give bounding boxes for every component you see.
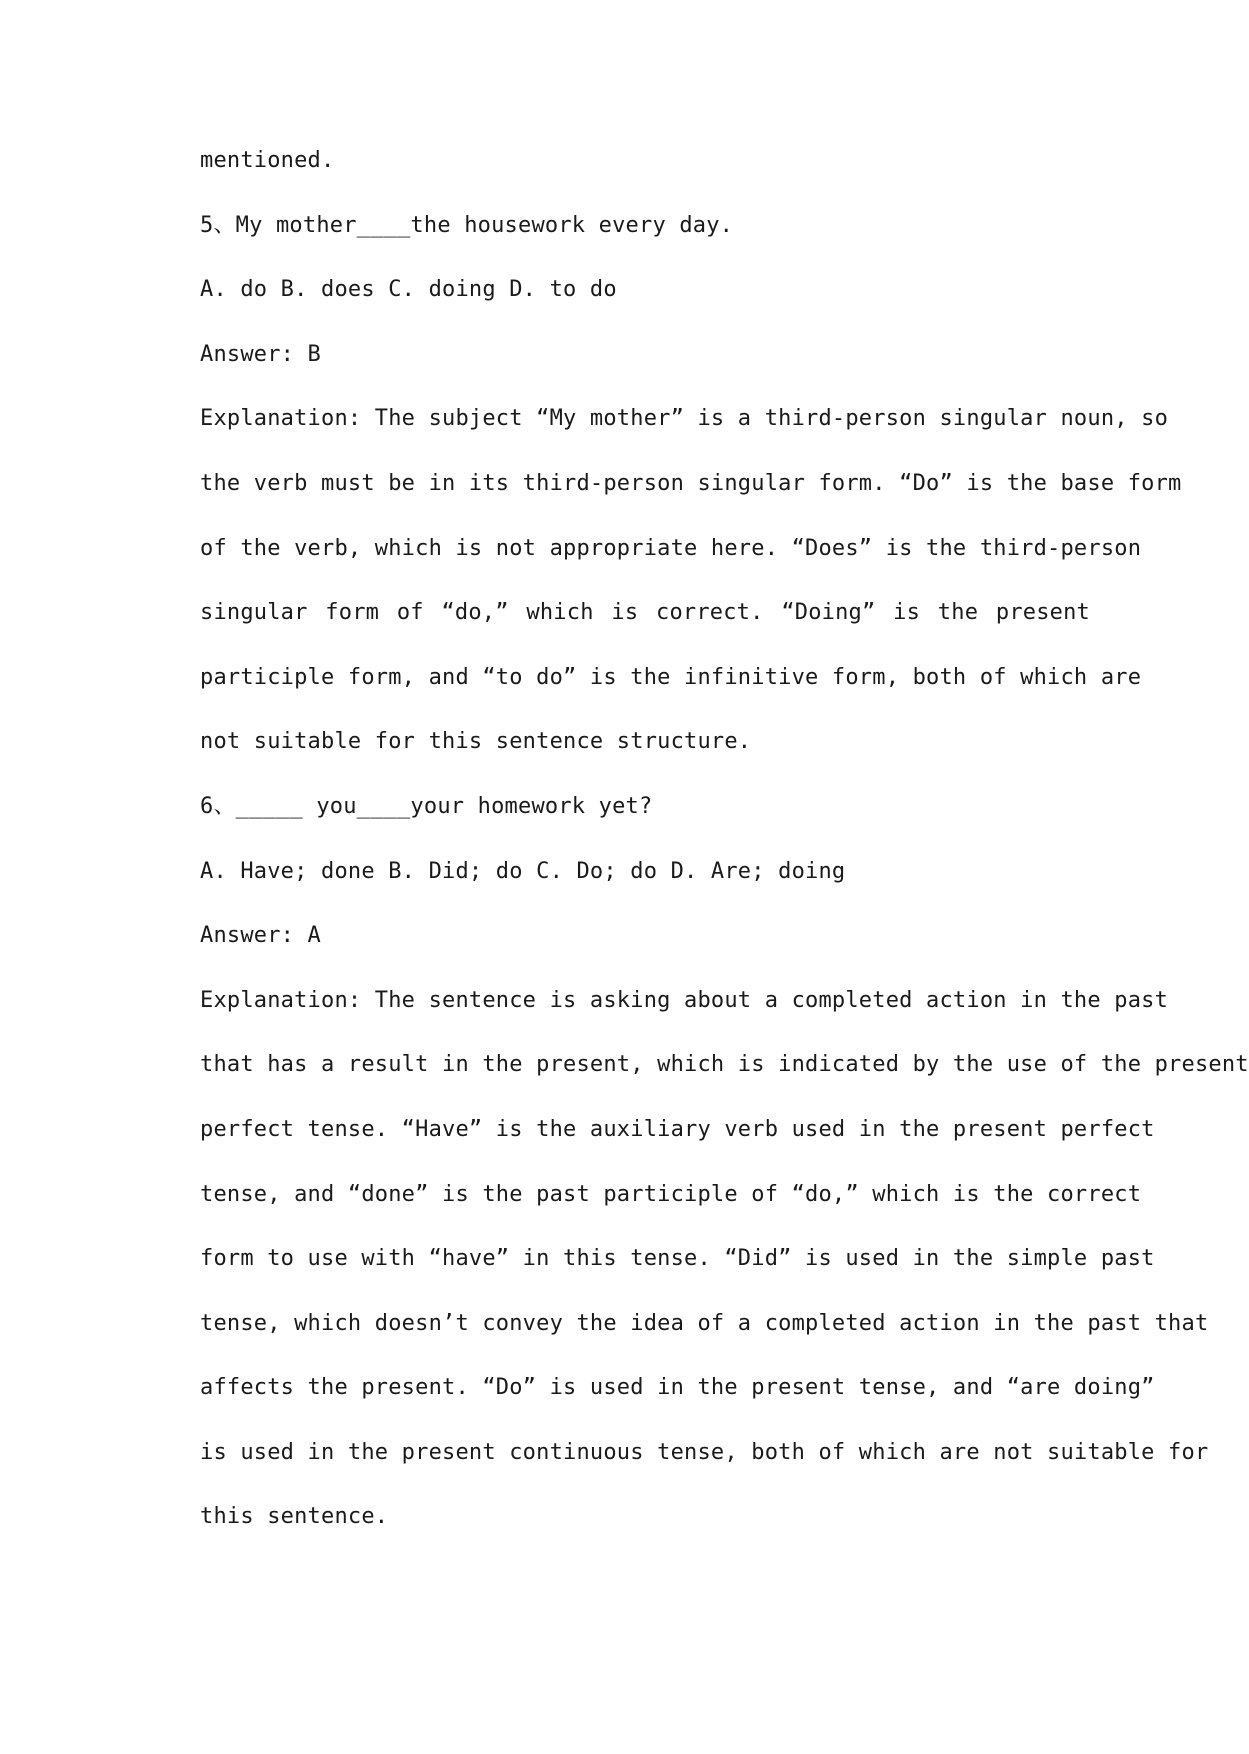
explanation-line: of the verb, which is not appropriate here. “Does” is the third-person [200, 535, 1142, 561]
explanation-line: this sentence. [200, 1504, 389, 1530]
explanation-line: not suitable for this sentence structure. [200, 729, 752, 755]
question-6-options: A. Have; done B. Did; do C. Do; do D. Are; doing [200, 858, 846, 884]
explanation-line: is used in the present continuous tense, both of which are not suitable for [200, 1439, 1209, 1465]
question-6-stem: 6、_____ you____your homework yet? [200, 793, 653, 819]
explanation-line: that has a result in the present, which is indicated by the use of the present [200, 1052, 1249, 1078]
explanation-line: Explanation: The subject “My mother” is a third-person singular noun, so [200, 406, 1169, 432]
explanation-line: Explanation: The sentence is asking about a completed action in the past [200, 987, 1169, 1013]
question-5-stem: 5、My mother____the housework every day. [200, 212, 734, 238]
question-6-answer: Answer: A [200, 923, 322, 949]
question-5-answer: Answer: B [200, 341, 322, 367]
document-body [200, 148, 1249, 1569]
question-6-explanation [200, 987, 1249, 1569]
explanation-line: participle form, and “to do” is the infinitive form, both of which are [200, 664, 1142, 690]
explanation-line: singular form of “do,” which is correct. “Doing” is the present [200, 600, 1090, 626]
explanation-line: the verb must be in its third-person singular form. “Do” is the base form [200, 470, 1182, 496]
question-5-options: A. do B. does C. doing D. to do [200, 277, 617, 303]
explanation-line: tense, which doesn’t convey the idea of a completed action in the past that [200, 1310, 1209, 1336]
explanation-line: form to use with “have” in this tense. “Did” is used in the simple past [200, 1246, 1155, 1272]
explanation-line: perfect tense. “Have” is the auxiliary verb used in the present perfect [200, 1116, 1155, 1142]
explanation-line: affects the present. “Do” is used in the present tense, and “are doing” [200, 1375, 1155, 1401]
continued-text-line: mentioned. [200, 148, 335, 173]
explanation-line: tense, and “done” is the past participle of “do,” which is the correct [200, 1181, 1142, 1207]
question-5-explanation [200, 406, 1182, 794]
